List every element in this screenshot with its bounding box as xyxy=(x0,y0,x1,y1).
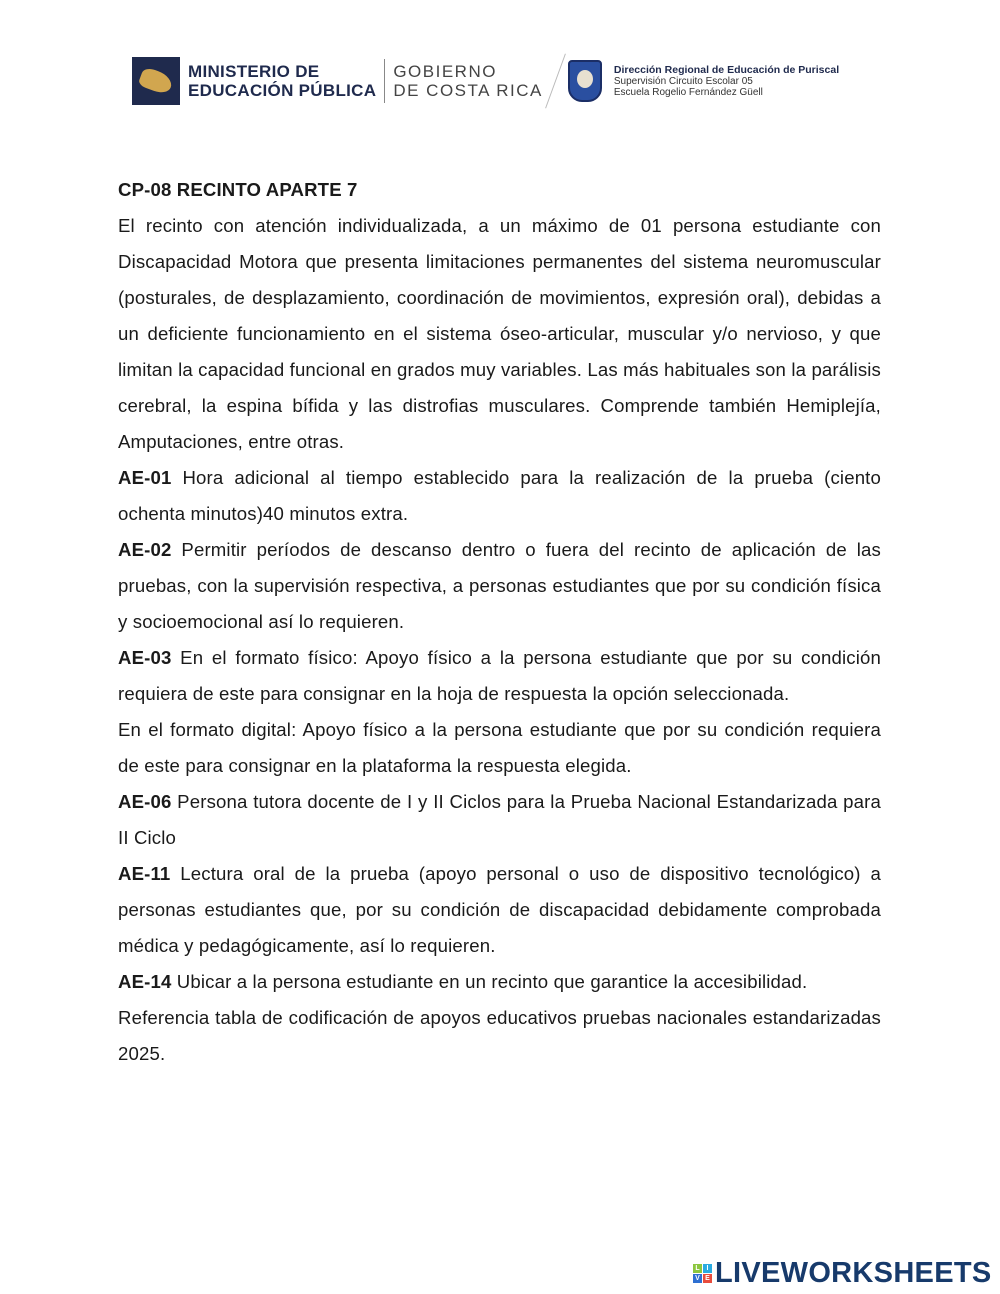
support-code: AE-01 xyxy=(118,467,172,488)
support-text: Permitir períodos de descanso dentro o fuera del recinto de aplicación de las pruebas, con la supervisión respectiva, a personas estudiantes que por su condición física y socioemocional así lo requieren. xyxy=(118,539,881,632)
support-text: En el formato físico: Apoyo físico a la persona estudiante que por su condición requiera de este para consignar en la hoja de respuesta la opción seleccionada. xyxy=(118,647,881,704)
support-text: Ubicar a la persona estudiante en un recinto que garantice la accesibilidad. xyxy=(171,971,808,992)
logo-letter-square: I xyxy=(703,1264,712,1273)
live-squares-icon xyxy=(693,1264,712,1283)
liveworksheets-logo: L I V E LIVEWORKSHEETS xyxy=(693,1257,992,1290)
logo-letter-square: V xyxy=(693,1274,702,1283)
reference-note: Referencia tabla de codificación de apoyos educativos pruebas nacionales estandarizadas 2025. xyxy=(118,1007,881,1064)
support-code: AE-06 xyxy=(118,791,172,812)
support-text: Hora adicional al tiempo establecido para la realización de la prueba (ciento ochenta minutos)40 minutos extra. xyxy=(118,467,881,524)
document-body xyxy=(118,172,881,1072)
costa-rica-map-logo xyxy=(132,57,180,105)
school-shield-logo xyxy=(568,60,602,102)
support-code: AE-03 xyxy=(118,647,172,668)
support-code: AE-11 xyxy=(118,863,171,884)
regional-direction: Dirección Regional de Educación de Puriscal Supervisión Circuito Escolar 05 Escuela Rogelio Fernández Güell xyxy=(613,63,840,98)
letterhead xyxy=(132,52,839,110)
intro-paragraph: El recinto con atención individualizada, a un máximo de 01 persona estudiante con Discapacidad Motora que presenta limitaciones permanentes del sistema neuromuscular (posturales, de desplazamiento, coordinación de movimientos, expresión oral), debidas a un deficiente funcionamiento en el sistema óseo-articular, muscular y/o nervioso, y que limitan la capacidad funcional en grados muy variables. Las más habituales son la parálisis cerebral, la espina bífida y las distrofias musculares. Comprende también Hemiplejía, Amputaciones, entre otras. xyxy=(118,215,881,452)
support-item xyxy=(118,856,881,964)
support-code: AE-14 xyxy=(118,971,172,992)
support-item xyxy=(118,460,881,532)
document-title: CP-08 RECINTO APARTE 7 xyxy=(118,179,358,200)
logo-letter-square: L xyxy=(693,1264,702,1273)
support-text: En el formato digital: Apoyo físico a la persona estudiante que por su condición requiera de este para consignar en la plataforma la respuesta elegida. xyxy=(118,719,881,776)
support-text: Persona tutora docente de I y II Ciclos para la Prueba Nacional Estandarizada para II Ciclo xyxy=(118,791,881,848)
support-item xyxy=(118,532,881,640)
support-text: Lectura oral de la prueba (apoyo personal o uso de dispositivo tecnológico) a personas estudiantes que, por su condición de discapacidad debidamente comprobada médica y pedagógicamente, así lo requieren. xyxy=(118,863,881,956)
support-item xyxy=(118,712,881,784)
ministry-name: MINISTERIO DE EDUCACIÓN PÚBLICA xyxy=(188,62,377,100)
divider xyxy=(545,54,566,109)
support-item xyxy=(118,784,881,856)
support-list xyxy=(118,460,881,1000)
support-code: AE-02 xyxy=(118,539,172,560)
support-item xyxy=(118,640,881,712)
logo-letter-square: E xyxy=(703,1274,712,1283)
divider xyxy=(384,59,385,103)
government-name: GOBIERNO DE COSTA RICA xyxy=(393,62,543,100)
support-item xyxy=(118,964,881,1000)
